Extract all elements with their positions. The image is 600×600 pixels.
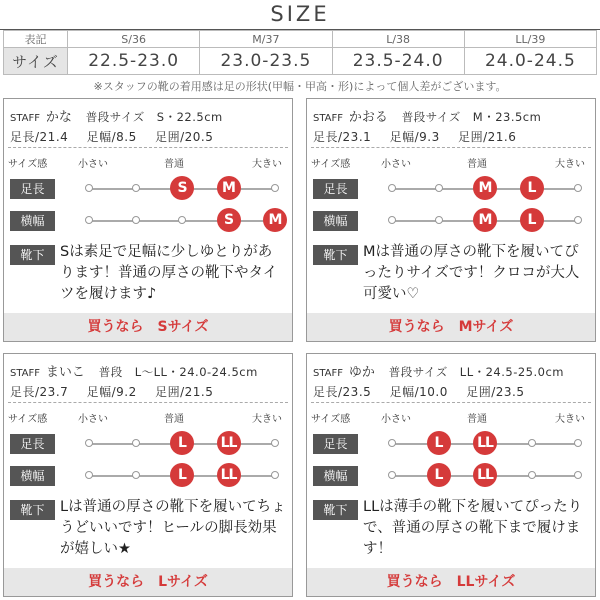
width-tag: 横幅 (10, 466, 55, 486)
size-mark: M (217, 176, 241, 200)
scale-big-label: 大きい (555, 414, 585, 425)
measurement: 足幅/9.3 (389, 130, 440, 144)
usual-size: 普段サイズ S・22.5cm (85, 110, 223, 124)
measurement: 足囲/21.6 (458, 130, 517, 144)
fit-label: サイズ感 (311, 159, 351, 170)
size-mark: L (170, 463, 194, 487)
usual-size: 普段 L～LL・24.0-24.5cm (98, 365, 258, 379)
socks-tag: 靴下 (313, 245, 358, 265)
scale-tick (388, 471, 396, 479)
scale-tick (85, 216, 93, 224)
dashed-divider (311, 147, 591, 148)
staff-name: まいこ (45, 365, 85, 380)
staff-name: ゆか (348, 365, 375, 380)
scale-tick (435, 216, 443, 224)
recommend-banner: 買うなら Lサイズ (4, 568, 292, 596)
size-tag: LL/39 (464, 31, 596, 48)
width-tag: 横幅 (10, 211, 55, 231)
recommend-banner: 買うなら Sサイズ (4, 313, 292, 341)
measurement: 足囲/23.5 (466, 385, 525, 399)
size-table (3, 30, 597, 75)
length-tag: 足長 (313, 179, 358, 199)
size-mark: LL (217, 463, 241, 487)
measurement: 足幅/9.2 (86, 385, 137, 399)
scale-tick (132, 184, 140, 192)
scale-normal-label: 普通 (467, 414, 487, 425)
scale-tick (574, 216, 582, 224)
scale-small-label: 小さい (78, 159, 108, 170)
size-tag: S/36 (68, 31, 200, 48)
length-tag: 足長 (10, 179, 55, 199)
size-tag: M/37 (200, 31, 332, 48)
scale-normal-label: 普通 (467, 159, 487, 170)
socks-tag: 靴下 (10, 245, 55, 265)
scale-tick (574, 439, 582, 447)
size-header-label: 表記 (4, 31, 68, 48)
size-mark: L (520, 208, 544, 232)
width-scale (89, 467, 275, 483)
fit-label: サイズ感 (8, 414, 48, 425)
size-mark: M (473, 176, 497, 200)
scale-big-label: 大きい (555, 159, 585, 170)
measurement: 足囲/21.5 (155, 385, 214, 399)
staff-comment: Sは素足で足幅に少しゆとりがあります！普通の厚さの靴下やタイツを履けます♪ (60, 244, 278, 302)
recommend-banner: 買うなら LLサイズ (307, 568, 595, 596)
staff-header (10, 106, 223, 125)
scale-tick (435, 184, 443, 192)
title-area (0, 0, 600, 32)
scale-tick (271, 184, 279, 192)
length-scale (392, 435, 578, 451)
measurement: 足囲/20.5 (155, 130, 214, 144)
staff-header (10, 361, 258, 380)
size-mark: L (170, 431, 194, 455)
staff-panel (306, 353, 596, 597)
socks-tag: 靴下 (313, 500, 358, 520)
size-mark: S (170, 176, 194, 200)
size-mark: M (263, 208, 287, 232)
foot-measurements (10, 128, 227, 145)
scale-tick (85, 439, 93, 447)
scale-tick (271, 471, 279, 479)
scale-tick (388, 184, 396, 192)
size-mark: L (520, 176, 544, 200)
fit-note: ※スタッフの靴の着用感は足の形状(甲幅・甲高・形)によって個人差がございます。 (93, 80, 507, 93)
scale-tick (85, 184, 93, 192)
size-mark: LL (217, 431, 241, 455)
scale-tick (388, 439, 396, 447)
dashed-divider (8, 147, 288, 148)
length-scale (89, 180, 275, 196)
size-row-label: サイズ (4, 48, 68, 75)
scale-tick (574, 471, 582, 479)
scale-tick (528, 439, 536, 447)
recommend-banner: 買うなら Mサイズ (307, 313, 595, 341)
scale-big-label: 大きい (252, 414, 282, 425)
size-mark: S (217, 208, 241, 232)
staff-panel (3, 98, 293, 342)
usual-size: 普段サイズ LL・24.5-25.0cm (388, 365, 564, 379)
scale-tick (132, 439, 140, 447)
size-mark: LL (473, 463, 497, 487)
staff-tag: STAFF (10, 113, 41, 124)
staff-comment: LLは薄手の靴下を履いてぴったりで、普通の厚さの靴下まで履けます！ (363, 499, 583, 557)
scale-tick (574, 184, 582, 192)
scale-tick (132, 216, 140, 224)
length-tag: 足長 (313, 434, 358, 454)
scale-small-label: 小さい (381, 159, 411, 170)
dashed-divider (8, 402, 288, 403)
staff-tag: STAFF (313, 113, 344, 124)
fit-label: サイズ感 (8, 159, 48, 170)
size-mark: L (427, 463, 451, 487)
measurement: 足長/23.5 (313, 385, 372, 399)
staff-comment: Mは普通の厚さの靴下を履いてぴったりサイズです！クロコが大人可愛い♡ (363, 244, 580, 302)
width-tag: 横幅 (313, 466, 358, 486)
width-tag: 横幅 (313, 211, 358, 231)
scale-tick (85, 471, 93, 479)
size-range: 22.5-23.0 (68, 48, 200, 75)
staff-panel (3, 353, 293, 597)
size-tag: L/38 (332, 31, 464, 48)
size-range: 24.0-24.5 (464, 48, 596, 75)
measurement: 足長/23.7 (10, 385, 69, 399)
socks-tag: 靴下 (10, 500, 55, 520)
measurement: 足長/21.4 (10, 130, 69, 144)
measurement: 足幅/8.5 (86, 130, 137, 144)
staff-name: かおる (348, 110, 388, 125)
page-title: SIZE (270, 2, 330, 26)
foot-measurements (10, 383, 227, 400)
size-range: 23.0-23.5 (200, 48, 332, 75)
width-scale (392, 212, 578, 228)
scale-big-label: 大きい (252, 159, 282, 170)
scale-normal-label: 普通 (164, 414, 184, 425)
scale-small-label: 小さい (78, 414, 108, 425)
scale-tick (528, 471, 536, 479)
scale-small-label: 小さい (381, 414, 411, 425)
staff-comment: Lは普通の厚さの靴下を履いてちょうどいいです！ヒールの脚長効果が嬉しい★ (60, 499, 286, 557)
measurement: 足長/23.1 (313, 130, 372, 144)
scale-normal-label: 普通 (164, 159, 184, 170)
foot-measurements (313, 128, 530, 145)
dashed-divider (311, 402, 591, 403)
size-mark: M (473, 208, 497, 232)
usual-size: 普段サイズ M・23.5cm (401, 110, 542, 124)
width-scale (89, 212, 282, 228)
staff-header (313, 361, 564, 380)
staff-tag: STAFF (10, 368, 41, 379)
length-scale (392, 180, 578, 196)
length-scale (89, 435, 275, 451)
staff-header (313, 106, 541, 125)
scale-tick (132, 471, 140, 479)
size-mark: L (427, 431, 451, 455)
scale-tick (271, 439, 279, 447)
scale-tick (178, 216, 186, 224)
foot-measurements (313, 383, 538, 400)
staff-tag: STAFF (313, 368, 344, 379)
scale-tick (388, 216, 396, 224)
measurement: 足幅/10.0 (389, 385, 448, 399)
size-mark: LL (473, 431, 497, 455)
staff-panel (306, 98, 596, 342)
width-scale (392, 467, 578, 483)
fit-label: サイズ感 (311, 414, 351, 425)
size-range: 23.5-24.0 (332, 48, 464, 75)
length-tag: 足長 (10, 434, 55, 454)
staff-name: かな (45, 110, 72, 125)
